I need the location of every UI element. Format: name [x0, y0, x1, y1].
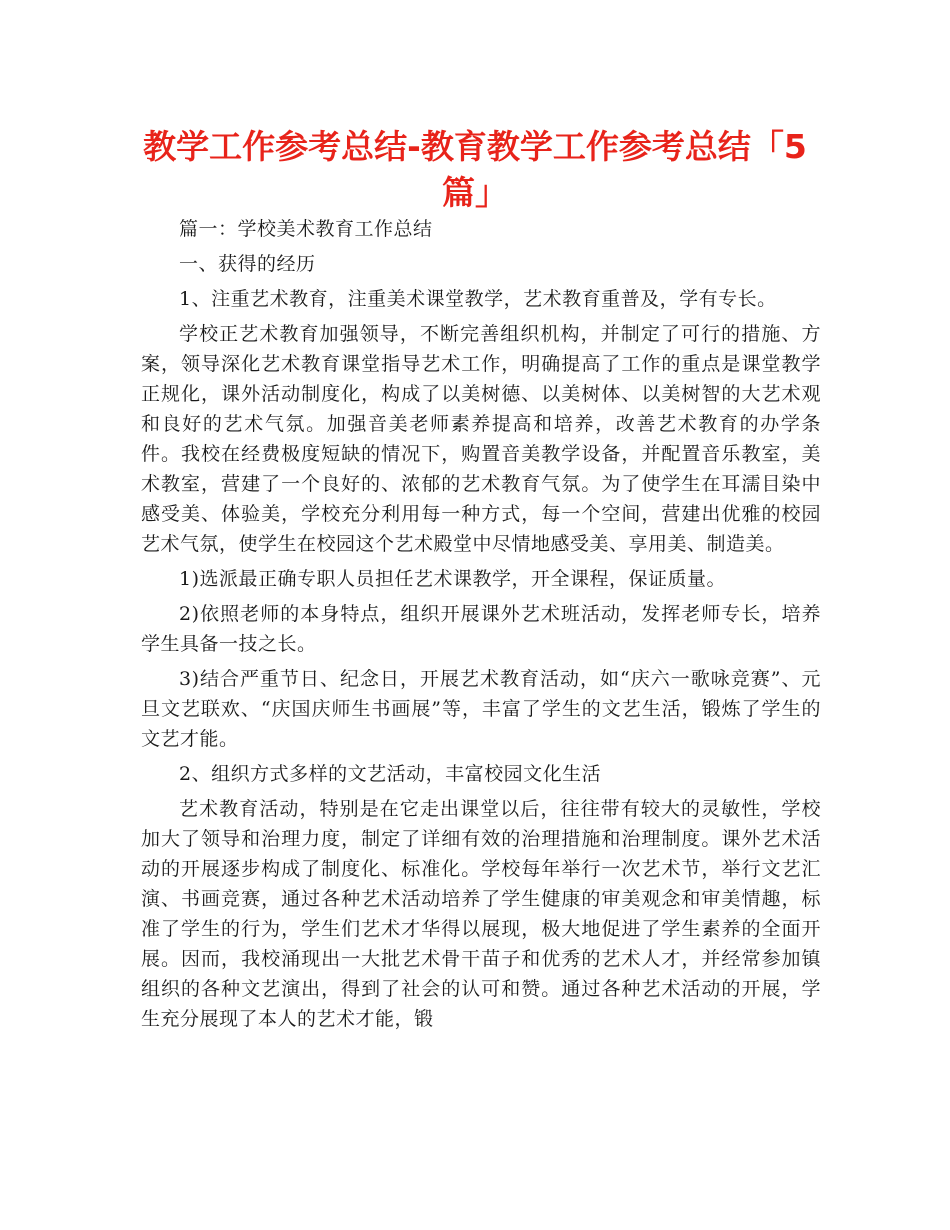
- list-item: 3)结合严重节日、纪念日，开展艺术教育活动，如“庆六一歌咏竞赛”、元旦文艺联欢、“庆国庆师生书画展”等，丰富了学生的文艺生活，锻炼了学生的文艺才能。: [141, 668, 821, 750]
- body-paragraph: 艺术教育活动，特别是在它走出课堂以后，往往带有较大的灵敏性，学校加大了领导和治理力度，制定了详细有效的治理措施和治理制度。课外艺术活动的开展逐步构成了制度化、标准化。学校每年举行一次艺术节，举行文艺汇演、书画竞赛，通过各种艺术活动培养了学生健康的审美观念和审美情趣，标准了学生的行为，学生们艺术才华得以展现，极大地促进了学生素养的全面开展。因而，我校涌现出一大批艺术骨干苗子和优秀的艺术人才，并经常参加镇组织的各种文艺演出，得到了社会的认可和赞。通过各种艺术活动的开展，学生充分展现了本人的艺术才能，锻: [141, 798, 821, 1030]
- body-paragraph: 学校正艺术教育加强领导，不断完善组织机构，并制定了可行的措施、方案，领导深化艺术教育课堂指导艺术工作，明确提高了工作的重点是课堂教学正规化，课外活动制度化，构成了以美树德、以美树体、以美树智的大艺术观和良好的艺术气氛。加强音美老师素养提高和培养，改善艺术教育的办学条件。我校在经费极度短缺的情况下，购置音美教学设备，并配置音乐教室，美术教室，营建了一个良好的、浓郁的艺术教育气氛。为了使学生在耳濡目染中感受美、体验美，学校充分利用每一种方式，每一个空间，营建出优雅的校园艺术气氛，使学生在校园这个艺术殿堂中尽情地感受美、享用美、制造美。: [141, 323, 821, 555]
- document-body: [141, 214, 821, 1039]
- list-item: 1)选派最正确专职人员担任艺术课教学，开全课程，保证质量。: [179, 568, 727, 590]
- point-heading: 1、注重艺术教育，注重美术课堂教学，艺术教育重普及，学有专长。: [179, 288, 777, 310]
- list-item: 2)依照老师的本身特点，组织开展课外艺术班活动，发挥老师专长，培养学生具备一技之长。: [141, 603, 821, 655]
- subsection-heading: 一、获得的经历: [179, 253, 316, 275]
- section-heading: 篇一：学校美术教育工作总结: [179, 218, 433, 240]
- document-title: 教学工作参考总结-教育教学工作参考总结「5篇」: [143, 127, 807, 212]
- point-heading: 2、组织方式多样的文艺活动，丰富校园文化生活: [179, 763, 602, 785]
